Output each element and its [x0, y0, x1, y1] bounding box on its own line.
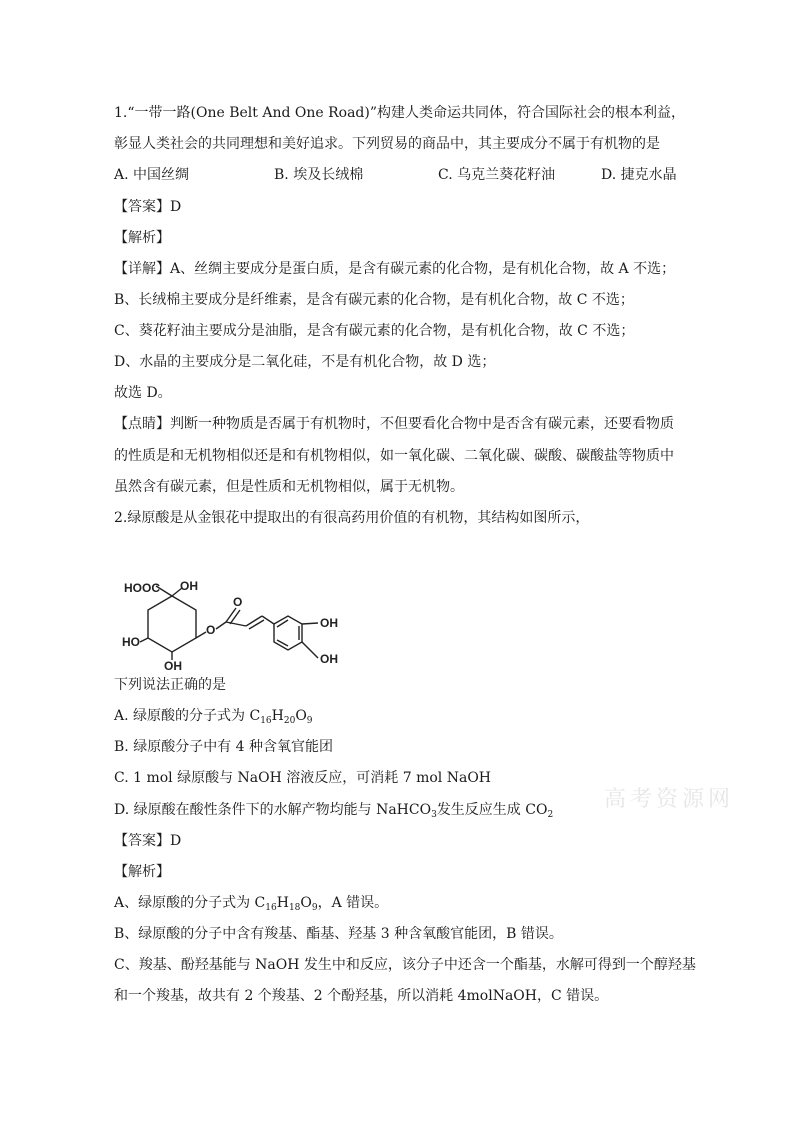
ho-left-label: HO [122, 635, 140, 649]
ring-oh-label: OH [320, 652, 338, 666]
q2-explanation-c-cont: 和一个羧基，故共有 2 个羧基、2 个酚羟基，所以消耗 4molNaOH，C 错误。 [114, 988, 609, 1004]
q2-explanation-a: A、绿原酸的分子式为 $C_{16}H_{18}O_9$，A 错误。 [114, 895, 389, 913]
chlorogenic-acid-structure [114, 566, 354, 670]
q1-answer: 【答案】D [114, 199, 182, 215]
carbonyl-oxygen-label: O [233, 595, 243, 609]
q2-option-c: C. 1 mol 绿原酸与 NaOH 溶液反应，可消耗 7 mol NaOH [114, 770, 492, 786]
q2-answer: 【答案】D [114, 833, 182, 849]
molecule-bonds [140, 586, 318, 660]
ring-oh-label: OH [320, 616, 338, 630]
q1-detail-line: B、长绒棉主要成分是纤维素，是含有碳元素的化合物，是有机化合物，故 C 不选； [114, 292, 634, 308]
ester-oxygen-label: O [206, 623, 216, 637]
q1-stem-line1: 1.“一带一路(One Belt And One Road)”构建人类命运共同体，符合国际社会的根本利益， [114, 105, 685, 121]
q1-detail-line: 【详解】A、丝绸主要成分是蛋白质，是含有碳元素的化合物，是有机化合物，故 A 不选； [114, 261, 676, 277]
q2-prompt: 下列说法正确的是 [114, 677, 226, 693]
oh-bottom-label: OH [164, 659, 182, 670]
q1-detail-line: C、葵花籽油主要成分是油脂，是含有碳元素的化合物，是有机化合物，故 C 不选； [114, 323, 635, 339]
q2-explanation-b: B、绿原酸的分子中含有羧基、酯基、羟基 3 种含氧酸官能团，B 错误。 [114, 926, 563, 942]
q1-option-c: C. 乌克兰葵花籽油 [438, 167, 556, 183]
q1-option-b: B. 埃及长绒棉 [274, 167, 364, 183]
q2-option-d: D. 绿原酸在酸性条件下的水解产物均能与 NaHCO$_3$发生反应生成 $CO_2$ [114, 802, 554, 820]
q1-option-d: D. 捷克水晶 [601, 167, 677, 183]
q2-analysis-heading: 【解析】 [114, 864, 170, 880]
q1-option-a: A. 中国丝绸 [114, 167, 190, 183]
q1-analysis-heading: 【解析】 [114, 230, 170, 246]
q1-detail-line: D、水晶的主要成分是二氧化硅，不是有机化合物，故 D 选； [114, 354, 496, 370]
q1-stem-line2: 彰显人类社会的共同理想和美好追求。下列贸易的商品中，其主要成分不属于有机物的是 [114, 136, 660, 152]
q1-tip-line: 【点睛】判断一种物质是否属于有机物时，不但要看化合物中是否含有碳元素，还要看物质 [114, 416, 674, 432]
watermark: 高考资源网 [604, 787, 735, 812]
q2-stem: 2.绿原酸是从金银花中提取出的有很高药用价值的有机物，其结构如图所示， [114, 510, 590, 526]
q2-option-a: A. 绿原酸的分子式为 $C_{16}H_{20}O_9$ [114, 708, 313, 726]
oh-top-label: OH [180, 579, 198, 593]
cooh-label: HOOC [124, 581, 160, 595]
q2-explanation-c: C、羧基、酚羟基能与 NaOH 发生中和反应，该分子中还含一个酯基，水解可得到一个醇羟基 [114, 957, 696, 973]
q1-tip-line: 虽然含有碳元素，但是性质和无机物相似，属于无机物。 [114, 479, 464, 495]
q1-tip-line: 的性质是和无机物相似还是和有机物相似，如一氧化碳、二氧化碳、碳酸、碳酸盐等物质中 [114, 448, 674, 464]
q2-option-b: B. 绿原酸分子中有 4 种含氧官能团 [114, 739, 333, 755]
q1-conclusion: 故选 D。 [114, 385, 172, 401]
